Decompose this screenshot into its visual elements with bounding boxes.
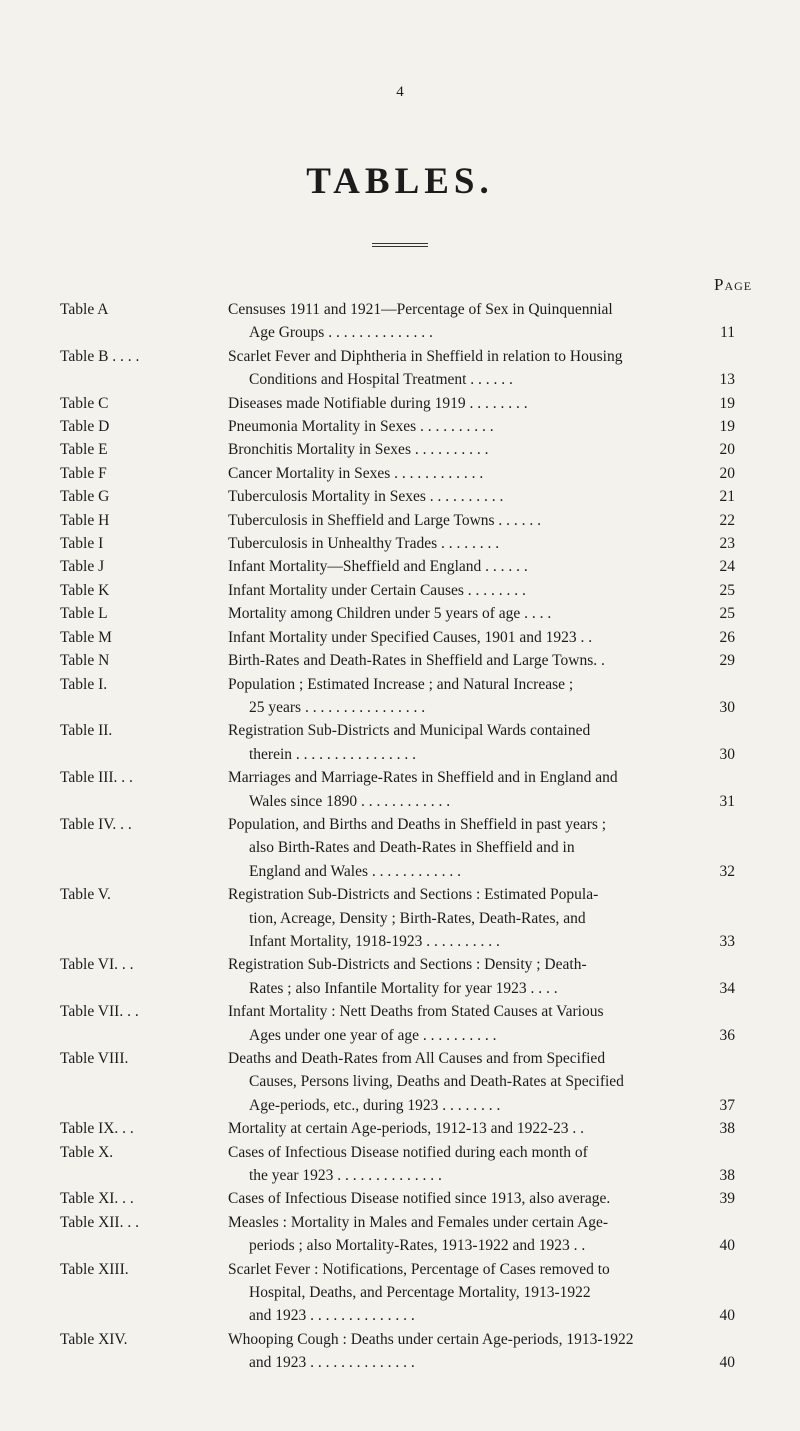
toc-entry [0,719,800,766]
table-label: Table J [60,558,105,576]
table-label: Table XIII. [60,1260,129,1278]
table-label: Table V. [60,886,111,904]
description-line: Age-periods, etc., during 1923 . . . . . . . . [249,1096,501,1114]
description-line: Pneumonia Mortality in Sexes . . . . . . . . . . [228,418,494,436]
toc-entry [0,1000,800,1047]
table-description [228,345,720,392]
description-line: Cases of Infectious Disease notified during each month of [228,1143,588,1161]
table-label: Table K [60,581,110,599]
toc-entry [0,392,800,415]
toc-entry [0,532,800,555]
table-description [228,532,720,555]
table-description [228,1141,720,1188]
toc-entry [0,1047,800,1117]
page-reference: 25 [719,605,735,623]
toc-entry [0,1117,800,1140]
description-line: Ages under one year of age . . . . . . . . . . [249,1026,497,1044]
table-description [228,1328,720,1375]
description-line: 25 years . . . . . . . . . . . . . . . . [249,698,426,716]
description-line: Infant Mortality under Specified Causes, 1901 and 1923 . . [228,628,593,646]
table-label: Table IV. . . [60,815,132,833]
toc-entry [0,883,800,953]
page-reference: 19 [719,394,735,412]
table-description [228,626,720,649]
description-line: Age Groups . . . . . . . . . . . . . . [249,324,433,342]
description-line: tion, Acreage, Density ; Birth-Rates, Death-Rates, and [249,909,586,927]
table-label: Table N [60,652,110,670]
toc-entry [0,1328,800,1375]
description-line: Cases of Infectious Disease notified since 1913, also average. [228,1190,611,1208]
table-label: Table VIII. [60,1050,129,1067]
page-reference: 21 [719,488,735,506]
description-line: Population, and Births and Deaths in Sheffield in past years ; [228,815,607,833]
table-label: Table F [60,464,107,482]
description-line: Measles : Mortality in Males and Females under certain Age- [228,1213,609,1231]
toc-entry [0,766,800,813]
page-reference: 25 [719,581,735,599]
table-label: Table B . . . . [60,347,140,365]
description-line: Conditions and Hospital Treatment . . . . . . [249,371,513,389]
table-description [228,883,720,953]
table-label: Table H [60,511,110,529]
description-line: the year 1923 . . . . . . . . . . . . . . [249,1167,442,1185]
description-line: Tuberculosis in Sheffield and Large Towns . . . . . . [228,511,542,529]
table-description [228,1000,720,1047]
page-reference: 40 [719,1237,735,1255]
page-reference: 24 [719,558,735,576]
description-line: Diseases made Notifiable during 1919 . . . . . . . . [228,394,528,412]
page-reference: 40 [719,1354,735,1372]
description-line: Mortality among Children under 5 years of age . . . . [228,605,552,623]
description-line: Whooping Cough : Deaths under certain Age-periods, 1913-1922 [228,1330,634,1348]
page-reference: 34 [719,979,735,997]
table-label: Table XI. . . [60,1190,134,1208]
page-reference: 33 [719,932,735,950]
table-description [228,438,720,461]
table-description [228,953,720,1000]
table-description [228,649,720,672]
description-line: Scarlet Fever : Notifications, Percentage of Cases removed to [228,1260,610,1278]
table-label: Table VI. . . [60,956,134,974]
page-reference: 13 [719,371,735,389]
page-reference: 23 [719,535,735,553]
description-line: England and Wales . . . . . . . . . . . . [249,862,461,880]
description-line: and 1923 . . . . . . . . . . . . . . [249,1354,415,1372]
table-label: Table I [60,535,104,553]
table-description [228,1187,720,1210]
description-line: Infant Mortality, 1918-1923 . . . . . . . . . . [249,932,500,950]
toc-entry [0,813,800,883]
table-description [228,813,720,883]
page-reference: 40 [719,1307,735,1325]
table-description [228,1117,720,1140]
page-reference: 32 [719,862,735,880]
table-description [228,673,720,720]
description-line: Birth-Rates and Death-Rates in Sheffield and Large Towns. . [228,652,605,670]
page-number: 4 [396,84,404,100]
table-of-contents [0,298,800,1375]
table-label: Table M [60,628,112,646]
description-line: Bronchitis Mortality in Sexes . . . . . . . . . . [228,441,489,459]
table-label: Table IX. . . [60,1120,134,1138]
page-reference: 19 [719,418,735,436]
toc-entry [0,1187,800,1210]
page-reference: 37 [719,1096,735,1114]
toc-entry [0,345,800,392]
table-description [228,392,720,415]
page-reference: 31 [719,792,735,810]
description-line: Mortality at certain Age-periods, 1912-13 and 1922-23 . . [228,1120,584,1138]
table-label: Table X. [60,1143,114,1161]
toc-entry [0,462,800,485]
page-title: TABLES. [306,161,494,202]
page-reference: 36 [719,1026,735,1044]
description-line: and 1923 . . . . . . . . . . . . . . [249,1307,415,1325]
toc-entry [0,1258,800,1328]
table-description [228,462,720,485]
description-line: Scarlet Fever and Diphtheria in Sheffield in relation to Housing [228,347,623,365]
description-line: Population ; Estimated Increase ; and Natural Increase ; [228,675,574,693]
page-reference: 20 [719,464,735,482]
page-reference: 30 [719,698,735,716]
description-line: Infant Mortality under Certain Causes . . . . . . . . [228,581,526,599]
toc-entry [0,438,800,461]
page-reference: 38 [719,1120,735,1138]
description-line: Rates ; also Infantile Mortality for year 1923 . . . . [249,979,558,997]
toc-entry [0,1211,800,1258]
table-label: Table A [60,301,109,318]
table-description [228,485,720,508]
page-reference: 22 [719,511,735,529]
description-line: Infant Mortality : Nett Deaths from Stated Causes at Various [228,1003,604,1021]
table-description [228,602,720,625]
description-line: Cancer Mortality in Sexes . . . . . . . . . . . . [228,464,484,482]
table-description [228,766,720,813]
table-label: Table XIV. [60,1330,128,1348]
page-reference: 29 [719,652,735,670]
page-reference: 26 [719,628,735,646]
table-label: Table G [60,488,110,506]
description-line: Tuberculosis Mortality in Sexes . . . . . . . . . . [228,488,504,506]
description-line: Hospital, Deaths, and Percentage Mortality, 1913-1922 [249,1284,591,1302]
divider-rule-bottom [372,246,428,247]
toc-entry [0,649,800,672]
description-line: therein . . . . . . . . . . . . . . . . [249,745,417,763]
description-line: Censuses 1911 and 1921—Percentage of Sex in Quinquennial [228,301,613,318]
description-line: also Birth-Rates and Death-Rates in Sheffield and in [249,839,575,857]
table-description [228,298,720,345]
toc-entry [0,485,800,508]
toc-entry [0,509,800,532]
description-line: Tuberculosis in Unhealthy Trades . . . . . . . . [228,535,500,553]
page-column-header: Page [714,275,753,294]
description-line: periods ; also Mortality-Rates, 1913-1922 and 1923 . . [249,1237,586,1255]
table-description [228,415,720,438]
table-label: Table VII. . . [60,1003,139,1021]
toc-entry [0,579,800,602]
table-description [228,719,720,766]
page-reference: 38 [719,1167,735,1185]
table-label: Table I. [60,675,108,693]
table-description [228,509,720,532]
toc-entry [0,953,800,1000]
toc-entry [0,415,800,438]
description-line: Wales since 1890 . . . . . . . . . . . . [249,792,451,810]
table-label: Table D [60,418,110,436]
description-line: Registration Sub-Districts and Municipal Wards contained [228,722,591,740]
toc-entry [0,626,800,649]
table-label: Table E [60,441,108,459]
description-line: Registration Sub-Districts and Sections : Estimated Popula- [228,886,599,904]
table-label: Table III. . . [60,769,133,787]
page-reference: 11 [720,324,735,342]
table-description [228,579,720,602]
toc-entry [0,1141,800,1188]
table-label: Table C [60,394,109,412]
toc-entry [0,673,800,720]
table-label: Table XII. . . [60,1213,139,1231]
table-description [228,555,720,578]
page-reference: 39 [719,1190,735,1208]
table-description [228,1047,720,1117]
table-label: Table L [60,605,108,623]
table-description [228,1211,720,1258]
table-description [228,1258,720,1328]
toc-entry [0,555,800,578]
divider-rule-top [372,243,428,244]
page-reference: 30 [719,745,735,763]
toc-entry [0,602,800,625]
toc-entry [0,298,800,345]
description-line: Deaths and Death-Rates from All Causes and from Specified [228,1050,606,1067]
description-line: Causes, Persons living, Deaths and Death-Rates at Specified [249,1073,624,1091]
description-line: Registration Sub-Districts and Sections : Density ; Death- [228,956,587,974]
description-line: Infant Mortality—Sheffield and England . . . . . . [228,558,528,576]
table-label: Table II. [60,722,113,740]
description-line: Marriages and Marriage-Rates in Sheffield and in England and [228,769,618,787]
page-reference: 20 [719,441,735,459]
